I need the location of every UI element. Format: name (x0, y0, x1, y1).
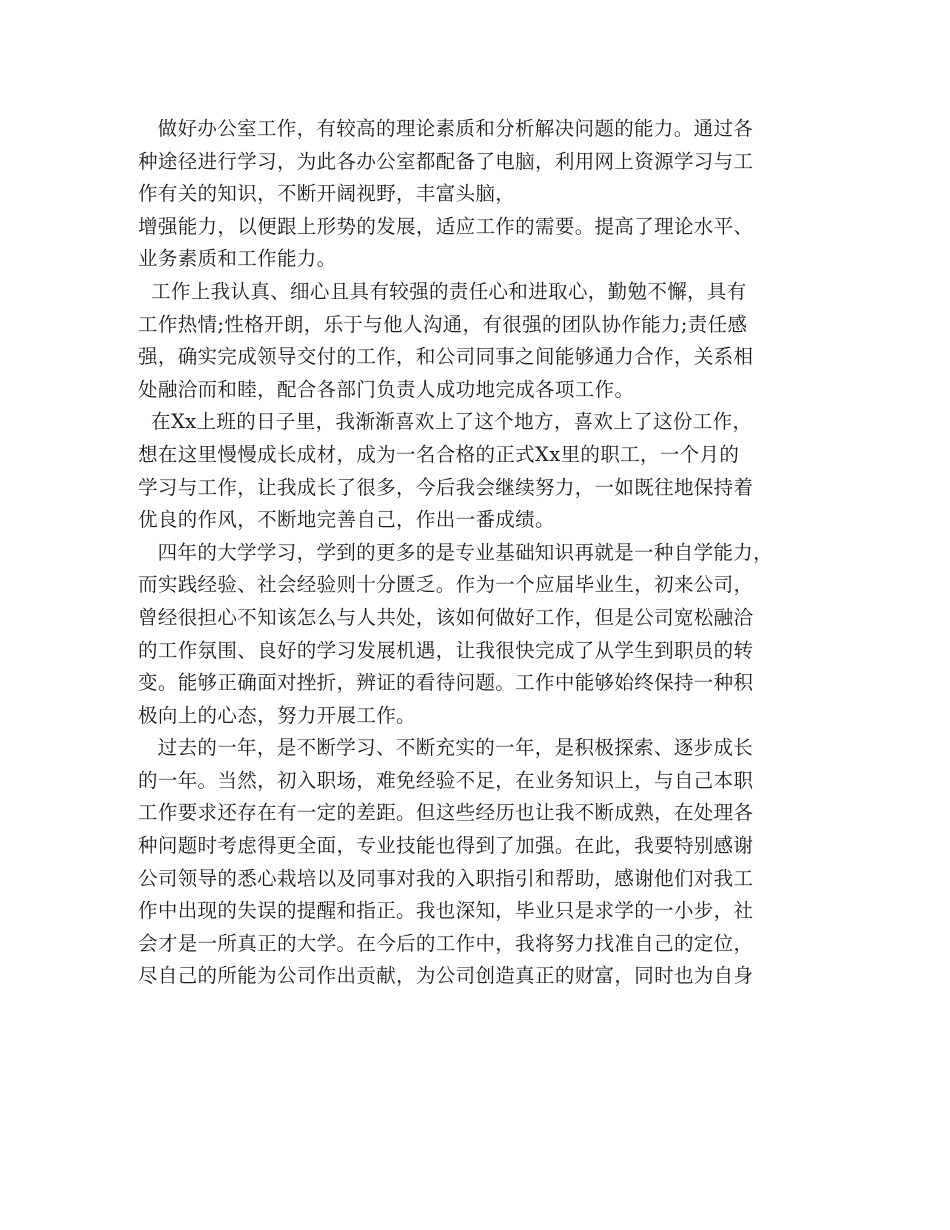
text-line: 强，确实完成领导交付的工作，和公司同事之间能够通力合作，关系相 (138, 345, 754, 369)
text-line: 优良的作风，不断地完善自己，作出一番成绩。 (138, 508, 555, 532)
text-line: 种问题时考虑得更全面，专业技能也得到了加强。在此，我要特别感谢 (138, 834, 754, 858)
text-line: 而实践经验、社会经验则十分匮乏。作为一个应届毕业生，初来公司， (138, 573, 754, 597)
text-line: 种途径进行学习，为此各办公室都配备了电脑，利用网上资源学习与工 (138, 149, 754, 173)
text-line: 的工作氛围、良好的学习发展机遇，让我很快完成了从学生到职员的转 (138, 638, 754, 662)
text-line: 作中出现的失误的提醒和指正。我也深知，毕业只是求学的一小步，社 (138, 899, 754, 923)
text-line: 四年的大学学习，学到的更多的是专业基础知识再就是一种自学能力， (138, 540, 773, 564)
text-line: 工作热情;性格开朗，乐于与他人沟通，有很强的团队协作能力;责任感 (138, 312, 748, 336)
text-line: 极向上的心态，努力开展工作。 (138, 703, 416, 727)
text-line: 曾经很担心不知该怎么与人共处，该如何做好工作，但是公司宽松融洽 (138, 605, 754, 629)
text-line: 过去的一年，是不断学习、不断充实的一年，是积极探索、逐步成长 (138, 736, 754, 760)
text-line: 公司领导的悉心栽培以及同事对我的入职指引和帮助，感谢他们对我工 (138, 866, 754, 890)
text-line: 变。能够正确面对挫折，辨证的看待问题。工作中能够始终保持一种积 (138, 671, 754, 695)
text-line: 增强能力，以便跟上形势的发展，适应工作的需要。提高了理论水平、 (138, 214, 754, 238)
document-body (138, 113, 838, 993)
text-line: 会才是一所真正的大学。在今后的工作中，我将努力找准自己的定位， (138, 931, 754, 955)
text-line: 做好办公室工作，有较高的理论素质和分析解决问题的能力。通过各 (138, 117, 754, 140)
text-line: 学习与工作，让我成长了很多，今后我会继续努力，一如既往地保持着 (138, 475, 754, 499)
text-line: 在Xx上班的日子里，我渐渐喜欢上了这个地方，喜欢上了这份工作， (138, 410, 753, 434)
text-line: 想在这里慢慢成长成材，成为一名合格的正式Xx里的职工，一个月的 (138, 442, 740, 466)
text-line: 业务素质和工作能力。 (138, 247, 337, 271)
text-line: 处融洽而和睦，配合各部门负责人成功地完成各项工作。 (138, 377, 635, 401)
text-line: 的一年。当然，初入职场，难免经验不足，在业务知识上，与自己本职 (138, 768, 754, 792)
text-line: 尽自己的所能为公司作出贡献，为公司创造真正的财富，同时也为自身 (138, 964, 754, 988)
text-line: 工作要求还存在有一定的差距。但这些经历也让我不断成熟，在处理各 (138, 801, 754, 825)
text-line: 工作上我认真、细心且具有较强的责任心和进取心，勤勉不懈，具有 (138, 279, 747, 303)
text-line: 作有关的知识，不断开阔视野，丰富头脑， (138, 182, 516, 206)
